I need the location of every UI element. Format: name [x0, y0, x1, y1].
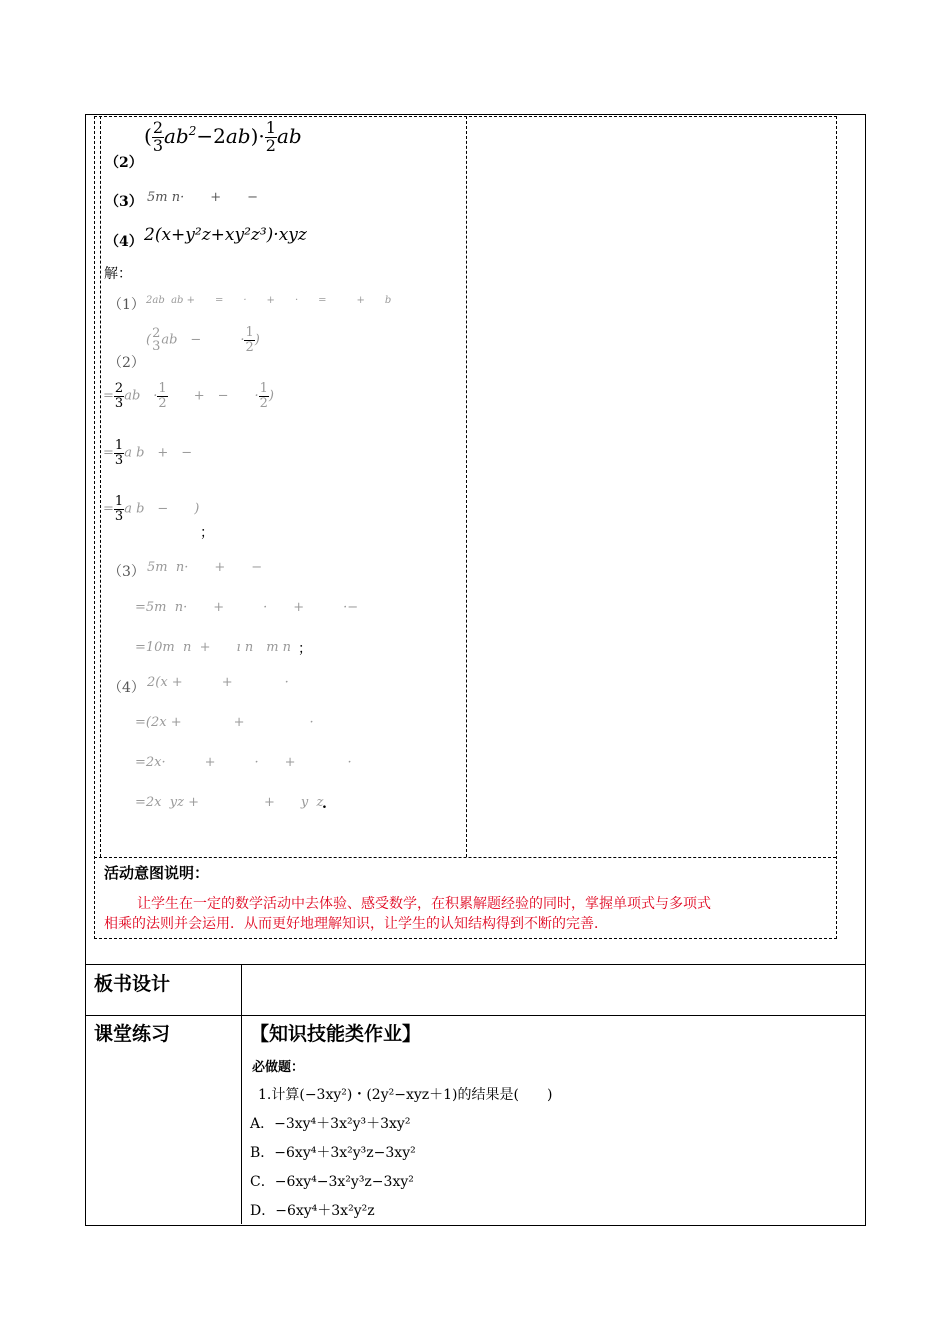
- solution-4-line4: =2x yz + + y z: [135, 795, 324, 810]
- col-divider: [241, 964, 242, 1224]
- solution-2-line2: = $\frac{2}{3}$ ab · $\frac{1}{2}$ + − · $\frac{1}{2}$ ): [103, 381, 274, 411]
- intent-title: 活动意图说明：: [104, 864, 210, 882]
- option-c: C．−6xy⁴−3x²y³z−3xy²: [250, 1174, 414, 1190]
- practice-heading: 【知识技能类作业】: [250, 1023, 422, 1045]
- solution-3-line1: 5m n· + −: [147, 560, 263, 575]
- problem-4-expression: 2(x+y²z+xy²z³)·xyz: [144, 225, 307, 245]
- solution-3-line2: =5m n· + · + ·−: [135, 600, 359, 615]
- solution-2-line4: = $\frac{1}{3}$ a b − ): [103, 494, 200, 524]
- solution-3-label: （3）: [108, 564, 145, 580]
- intent-text-line2: 相乘的法则并会运用．从而更好地理解知识，让学生的认知结构得到不断的完善．: [104, 916, 608, 932]
- solution-3-line3: =10m n + ı n m n: [135, 640, 292, 655]
- activity-col-divider-left: [100, 116, 101, 857]
- solution-4-period: .: [322, 796, 327, 812]
- solution-2-line1: ( 2 3 ab − · $\frac{1}{2}$ ): [146, 325, 260, 355]
- solution-2-semicolon: ；: [200, 525, 214, 541]
- activity-col-divider: [466, 116, 467, 857]
- required-label: 必做题：: [252, 1060, 305, 1075]
- board-design-label: 板书设计: [94, 973, 171, 995]
- problem-2-expression: ( $\frac{2}{3}$ $ab^2-2ab)\cdot$ $\frac{1}{2}$ ab: [144, 118, 302, 155]
- solution-3-semicolon: ；: [298, 641, 312, 657]
- option-d: D．−6xy⁴＋3x²y²z: [250, 1203, 375, 1219]
- problem-2-label: （2）: [105, 155, 143, 171]
- option-a: A．−3xy⁴＋3x²y³＋3xy²: [250, 1116, 411, 1132]
- intent-text-line1: 让学生在一定的数学活动中去体验、感受数学，在积累解题经验的同时，掌握单项式与多项式: [137, 896, 711, 912]
- solution-4-line2: =(2x + + ·: [135, 715, 314, 730]
- solution-1-line: 2ab ab + = · + · = + b: [146, 295, 392, 306]
- option-b: B．−6xy⁴＋3x²y³z−3xy²: [250, 1145, 416, 1161]
- activity-row-divider: [94, 857, 836, 858]
- problem-3-label: （3）: [105, 194, 143, 210]
- problem-3-expression: 5m n· + −: [147, 190, 259, 205]
- practice-label: 课堂练习: [94, 1023, 171, 1045]
- row-divider-board: [85, 964, 865, 965]
- row-divider-practice: [85, 1015, 865, 1016]
- practice-question: 1.计算(−3xy²)・(2y²−xyz＋1)的结果是( ): [258, 1087, 553, 1103]
- solution-2-line3: = $\frac{1}{3}$ a b + −: [103, 438, 193, 468]
- solution-1-label: （1）: [108, 297, 145, 313]
- problem-4-label: （4）: [105, 234, 143, 250]
- solution-4-line3: =2x· + · + ·: [135, 755, 352, 770]
- solution-2-label: （2）: [108, 355, 145, 371]
- solution-4-label: （4）: [108, 680, 145, 696]
- solution-4-line1: 2(x + + ·: [147, 675, 289, 690]
- solution-header: 解：: [104, 266, 132, 282]
